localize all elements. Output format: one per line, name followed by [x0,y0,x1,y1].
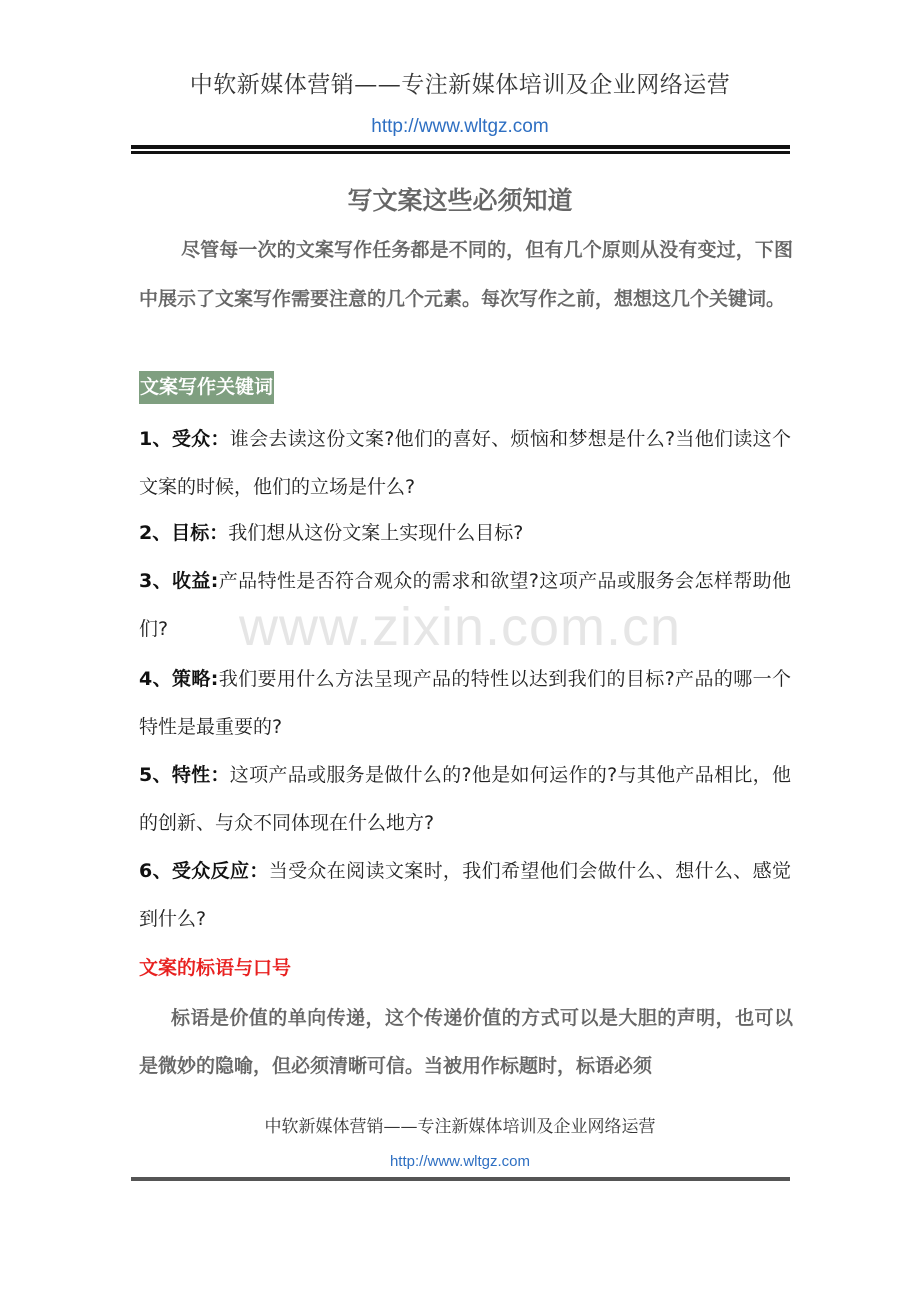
keyword-text: 这项产品或服务是做什么的?他是如何运作的?与其他产品相比，他的创新、与众不同体现在什么地方? [139,764,791,834]
slogan-paragraph: 标语是价值的单向传递，这个传递价值的方式可以是大胆的声明，也可以是微妙的隐喻，但必须清晰可信。当被用作标题时，标语必须 [139,1007,793,1077]
keyword-item [139,415,791,511]
document-title: 写文案这些必须知道 [347,186,573,215]
keyword-text: 谁会去读这份文案?他们的喜好、烦恼和梦想是什么?当他们读这个文案的时候，他们的立场是什么? [139,428,791,498]
keyword-text: 我们想从这份文案上实现什么目标? [228,522,524,544]
header-rule-bottom [131,151,790,154]
keyword-item [139,509,791,557]
header-title: 中软新媒体营销——专注新媒体培训及企业网络运营 [189,72,731,98]
section-tag-keywords: 文案写作关键词 [139,371,274,404]
section-title-slogans: 文案的标语与口号 [139,957,292,979]
header-rule-top [131,145,790,149]
keyword-label: 3、收益: [139,570,219,592]
keyword-item [139,751,791,847]
footer-title: 中软新媒体营销——专注新媒体培训及企业网络运营 [264,1117,656,1137]
keyword-label: 1、受众： [139,428,230,450]
keyword-label: 5、特性： [139,764,230,786]
keyword-text: 我们要用什么方法呈现产品的特性以达到我们的目标?产品的哪一个特性是最重要的? [139,668,791,738]
keyword-item [139,557,791,653]
footer-rule [131,1177,790,1181]
keyword-item [139,655,791,751]
intro-paragraph: 尽管每一次的文案写作任务都是不同的，但有几个原则从没有变过，下图中展示了文案写作需要注意的几个元素。每次写作之前，想想这几个关键词。 [139,239,793,310]
watermark: www.zixin.com.cn [238,597,682,657]
keyword-label: 4、策略: [139,668,219,690]
keyword-item [139,847,791,943]
header-url-link[interactable]: http://www.wltgz.com [371,116,549,137]
keyword-label: 6、受众反应： [139,860,269,882]
keyword-text: 产品特性是否符合观众的需求和欲望?这项产品或服务会怎样帮助他们? [139,570,791,640]
keyword-label: 2、目标： [139,522,229,544]
keyword-text: 当受众在阅读文案时，我们希望他们会做什么、想什么、感觉到什么? [139,860,791,930]
footer-url-link[interactable]: http://www.wltgz.com [389,1153,531,1170]
